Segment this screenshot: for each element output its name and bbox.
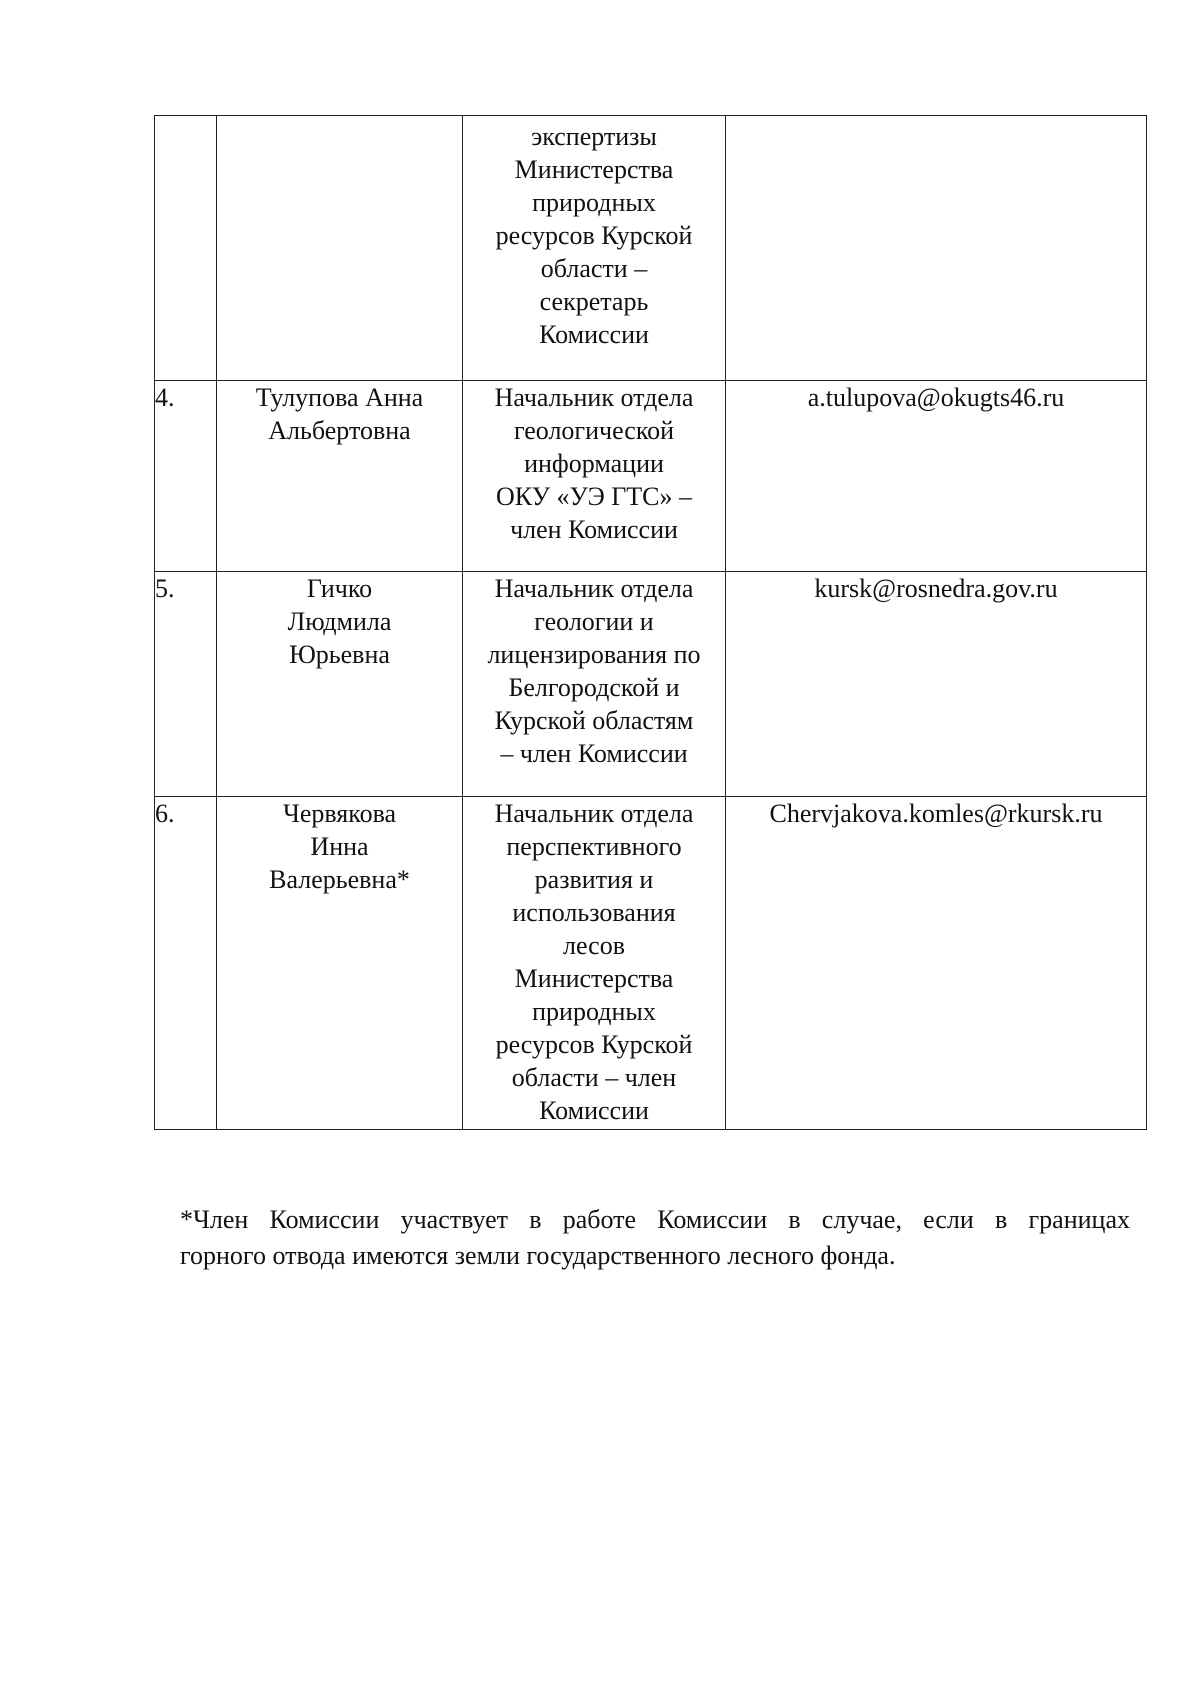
member-position-cell [463, 797, 726, 1130]
member-position-cell [463, 116, 726, 381]
table-row [155, 572, 1147, 797]
table-row [155, 381, 1147, 572]
member-name-cell [217, 572, 463, 797]
position-line: использования [512, 898, 676, 927]
position-line: перспективного [506, 832, 682, 861]
member-position-cell [463, 572, 726, 797]
member-email-cell: Chervjakova.komles@rkursk.ru [726, 797, 1147, 1130]
name-line: Людмила [287, 607, 392, 636]
position-line: области – [540, 254, 648, 283]
position-line: Комиссии [539, 320, 649, 349]
position-line: Курской областям [494, 706, 694, 735]
position-line: Министерства [514, 964, 674, 993]
name-line: Юрьевна [289, 640, 390, 669]
position-line: ресурсов Курской [495, 1030, 693, 1059]
position-line: член Комиссии [510, 515, 678, 544]
commission-members-table [154, 115, 1147, 1130]
position-line: геологической [513, 416, 675, 445]
position-line: геологии и [534, 607, 654, 636]
table-row-continuation [155, 116, 1147, 381]
name-line: Тулупова Анна [255, 383, 424, 412]
position-line: ОКУ «УЭ ГТС» – [496, 482, 692, 511]
member-email-cell: kursk@rosnedra.gov.ru [726, 572, 1147, 797]
position-line: Начальник отдела [494, 799, 694, 828]
position-line: ресурсов Курской [495, 221, 693, 250]
position-line: природных [532, 997, 656, 1026]
footnote-line: *Член Комиссии участвует в работе Комиссии в случае, если в границах [180, 1205, 1130, 1234]
position-line: Министерства [514, 155, 674, 184]
position-line: природных [532, 188, 656, 217]
member-name-cell [217, 116, 463, 381]
position-line: Начальник отдела [494, 574, 694, 603]
footnote [180, 1202, 1130, 1274]
position-line: экспертизы [531, 122, 657, 151]
position-line: лицензирования по [487, 640, 701, 669]
position-line: – член Комиссии [500, 739, 688, 768]
position-line: Комиссии [539, 1096, 649, 1125]
position-line: лесов [563, 931, 625, 960]
member-name-cell [217, 797, 463, 1130]
row-number-cell: 5. [155, 572, 217, 797]
member-email-cell: a.tulupova@okugts46.ru [726, 381, 1147, 572]
position-line: Начальник отдела [494, 383, 694, 412]
position-line: области – член [511, 1063, 677, 1092]
table-row [155, 797, 1147, 1130]
name-line: Червякова [282, 799, 397, 828]
member-position-cell [463, 381, 726, 572]
position-line: Белгородской и [508, 673, 680, 702]
name-line: Валерьевна* [269, 865, 410, 894]
row-number-cell: 4. [155, 381, 217, 572]
footnote-line: горного отвода имеются земли государственного лесного фонда. [180, 1241, 896, 1270]
position-line: информации [524, 449, 664, 478]
name-line: Альбертовна [268, 416, 411, 445]
member-email-cell [726, 116, 1147, 381]
member-name-cell [217, 381, 463, 572]
name-line: Гичко [306, 574, 373, 603]
row-number-cell: 6. [155, 797, 217, 1130]
position-line: развития и [534, 865, 654, 894]
row-number-cell [155, 116, 217, 381]
position-line: секретарь [539, 287, 649, 316]
name-line: Инна [310, 832, 369, 861]
